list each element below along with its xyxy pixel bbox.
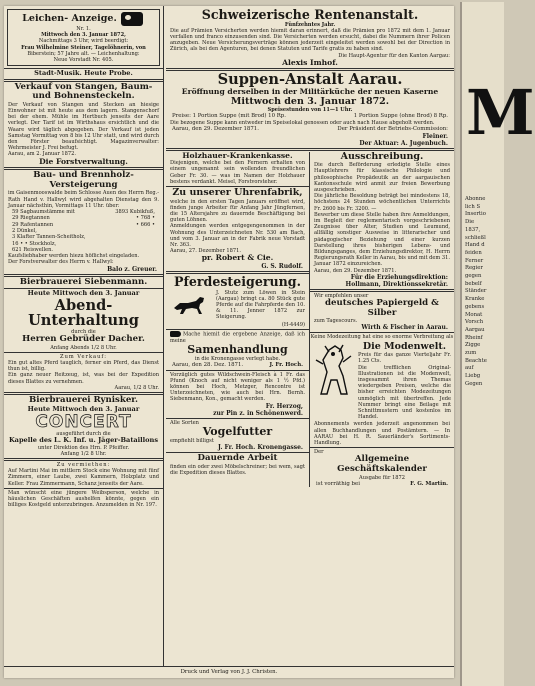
adjacent-page-edge [460, 2, 535, 686]
right-subcolumn-left [166, 152, 310, 488]
same-footer: Aarau, den 28. Dez. 1871. J. Fr. Hoch. [172, 361, 303, 368]
kal-pre: Der [314, 449, 324, 456]
left-column [4, 6, 164, 666]
mode-body2: Abonnements werden jederzeit angenommen bei allen Buchhandlungen und Postämtern. — In AARAU bei H. R. Sauerländer's Sortiments-Handlung. [314, 421, 450, 446]
mode-title: Die Modenwelt. [362, 340, 447, 352]
rentenanstalt-sub: Fünfzehntes Jahr. [284, 21, 336, 28]
holz-body: Diejenigen, welche bei den Fernern erhalten von einem ungenannt sein wollenden freundlichen Geber Fr. 30. — was im Namen der Holzhauer bestens verdankt. Meisel, Forstvorsteher. [170, 160, 305, 185]
brennholz-row: 29 Riegtannen • 768 • [12, 215, 155, 222]
concert-date: Heute Mittwoch den 3. Januar [27, 404, 140, 413]
adjacent-page-line: Vorsch [465, 319, 484, 326]
right-column [166, 6, 454, 666]
concert-band: Kapelle des L. K. Inf. u. Jäger-Bataillons [8, 436, 159, 445]
brennholz-row: 3 Klafter Tannen-Scheitholz, [12, 234, 86, 241]
adjacent-page-text [465, 196, 487, 389]
wild-sign2: zur Pin z. in Schönenwerd. [213, 409, 303, 417]
rentenanstalt-agent-name: Alexis Imhof. [282, 57, 338, 67]
concert-notice [4, 396, 163, 457]
vogel-sign: J. Fr. Hoch. Kronengasse. [217, 443, 303, 451]
funeral-number: Nr. 1. [76, 26, 91, 32]
brennholz-row: 59 Sagbaumstämme mit 3893 Kubikfuß, [12, 209, 155, 216]
stangen-body: Der Verkauf von Stangen und Stecken an hiesige Einwohner ist mit heute aus dem lagern. Stangenschorf bei der ehem. Mühle im Hertbuch jenseits der Aare verlegt. Der Tarif ist im Wirthshaus ersichtlich und die Waare wird täglich abgegeben. Der Verkauf ist jeden Samstag Vormittag von 8 bis 12 Uhr statt, und wird durch den Förster beaufsichtigt. Magazinverwalter: Wehrmeister J. Frei befugt. [8, 101, 159, 152]
aus-date: Aarau, den 29. Dezember 1871. [314, 267, 397, 274]
rent-notice [4, 462, 163, 487]
suppen-sign2: Fleiner. [422, 132, 448, 140]
abend-act: Herren Gebrüder Dacher. [22, 333, 145, 344]
mode-price: Preis für das ganze Vierteljahr Fr. 1.25 Cts. [358, 352, 451, 365]
concert-time: Anfang 1/2 8 Uhr. [60, 450, 107, 457]
stangen-notice [4, 83, 163, 167]
brennholz-body: im Gaisenmooswalde beim Schlosse Auen des Herrn Reg.-Rath Hand v. Hallwyl wird abgehalten Dienstag den 9. Januar nächsthin, Vormittags 11 Uhr. über: [8, 190, 159, 209]
stangen-sign: Die Forstverwaltung. [39, 156, 128, 166]
adjacent-page-line: feiden [465, 249, 482, 256]
adjacent-page-line: Monat [465, 311, 483, 318]
pferde-body: J. Stutz zum Löwen in Stein (Aargau) bringt ca. 80 Stück gute Pferde auf die Fahrpferde den 10. & 11. Jenner 1872 zur Steigerung. [216, 289, 305, 321]
adjacent-page-line: Zigge [465, 342, 481, 349]
footer-imprint: Druck und Verlag von J. J. Christen. [4, 666, 454, 677]
funeral-line: Mittwoch den 3. Januar 1872, [41, 32, 126, 39]
aus-title: Ausschreibung. [340, 150, 424, 162]
uhren-sign2: G. S. Rudolf. [261, 263, 303, 271]
sale-item: Ein ganz neuer Reitzeug, ist, was bei der Expedition dieses Blattes zu vernehmen. [8, 372, 159, 385]
aus-body2: Die jährliche Besoldung beträgt bei mindestens 18, höchstens 24 Stunden wöchentlichen Unterrichts Fr. 2600 bis Fr. 3200. — [314, 193, 450, 212]
aus-sign1: Für die Erziehungsdirektion: [350, 273, 448, 281]
papier-sign: Wirth & Fischer in Aarau. [361, 324, 448, 332]
abend-notice [4, 290, 163, 391]
adjacent-page-line: bebelf [465, 280, 482, 287]
adjacent-page-line: Gegen [465, 380, 483, 387]
adjacent-page-line: auf [465, 365, 474, 372]
aus-sign2: Hollmann, Direktionssekretär. [345, 280, 448, 288]
dauer-title: Dauernde Arbeit [197, 452, 278, 463]
same-title: Samenhandlung [187, 342, 288, 356]
brennholz-row: 621 Reiswellen. [12, 246, 53, 253]
papier-title: deutsches Papiergeld & Silber [325, 298, 439, 318]
rent-body: Auf Martini Mai im mittlern Stock eine Wohnung mit fünf Zimmern, einer Laube, zwei Kammern, Holzplatz und Keller. Frau Zimmermann, Schanz jenseits der Aare. [8, 468, 159, 487]
abend-date: Heute Mittwoch den 3. Januar [27, 289, 140, 298]
uhren-sign: pr. Robert & Cie. [201, 253, 274, 263]
brennholz-title: Bau- und Brennholz-Versteigerung [33, 170, 134, 190]
funeral-line: Biberstein; 57 Jahre alt. — Leichenhaltung: [27, 50, 140, 57]
pferde-title: Pferdesteigerung. [173, 274, 301, 290]
funeral-line: Neue Vorstadt Nr. 405. [53, 57, 114, 64]
newspaper-page [4, 6, 454, 678]
papier-sub: zum Tagescours. [314, 318, 358, 325]
heraldic-figure-icon [313, 342, 355, 396]
adjacent-page-line: Insertio [465, 211, 486, 218]
adjacent-page-line: Regier [465, 265, 483, 272]
aus-body: Die durch Beförderung erledigte Stelle eines Hauptlehrers für klassische Philologie und philosophische Propädeutik an der aargauischen Kantonsschule wird anmit zur freien Bewerbung ausgeschrieben. [314, 162, 450, 193]
adjacent-page-line: Die [465, 219, 475, 226]
two-column-block [166, 152, 454, 488]
mode-block [310, 341, 454, 422]
suppen-sub2: Mittwoch den 3. Januar 1872. [230, 95, 390, 107]
suppen-footer: Aarau, den 29. Dezember 1871. Der Präsident der Betriebs-Commission: [172, 126, 448, 133]
uhren-date: Aarau, 27. Dezember 1871. [170, 248, 241, 255]
pferde-ref: (H-4449) [281, 321, 305, 328]
horse-block [166, 289, 309, 322]
funeral-notice [7, 9, 160, 66]
adjacent-page-line: Hand d [465, 242, 485, 249]
abend-by: durch die [71, 328, 96, 335]
concert-title: CONCERT [35, 411, 132, 432]
kal-sub: Ausgabe für 1872 [359, 474, 405, 481]
suppen-hours: Speisestunden von 11—1 Uhr. [267, 107, 353, 114]
adjacent-page-line: Kranke [465, 296, 485, 303]
rentenanstalt-title: Schweizerische Rentenanstalt. [201, 7, 419, 22]
right-subcolumn-right [310, 152, 454, 488]
sale-item: Ein gut altes Pferd tauglich, ferner ein Pferd, das Dienst thun ist, billig. [8, 359, 159, 373]
adjacent-page-line: Ferner [465, 257, 484, 264]
adjacent-page-line: Ständer [465, 288, 487, 295]
brennholz-notice [4, 171, 163, 272]
uhren-body2: Anmeldungen werden entgegengenommen in der Wohnung des Unterzeichneten Nr. 530 am Bach, und vom 3. Januar an in der Fabrik neue Vorstadt Nr. 363. [170, 223, 305, 249]
vogel-by: empfiehlt billigst [170, 437, 214, 444]
weibsperson-notice: Man wünscht eine jüngere Weibsperson, welche in häuslichen Geschäften aushelfen könnte, gegen ein billiges Kostgeld unterzubringen. Anzumelden in Nr. 197. [8, 489, 159, 509]
holz-title: Holzhauer-Krankenkasse. [182, 150, 293, 160]
same-pre: Mache hiemit die ergebene Anzeige, daß ich meine [170, 331, 305, 344]
rentenanstalt-body: Die auf Prämien Versicherten werden hiemit daran erinnert, daß die Prämien pro 1872 mit dem 1. Januar verfallen und franco einzusenden sind. Die Versicherten werden ersucht, dabei die Nummern ihrer Policen anzugeben. Neue Versicherungsverträge können jederzeit eingeleitet werden sowohl bei der Direction in Zürich, als bei den Agenturen, bei denen Statuten und Tarife gratis zu haben sind. [170, 27, 450, 53]
rentenanstalt-notice [166, 8, 454, 67]
vogel-title: Vogelfutter [202, 424, 273, 438]
stangen-date: Aarau, am 2. Januar 1872. [8, 151, 76, 158]
adjacent-page-line: schließl [465, 234, 486, 241]
suppen-title: Suppen-Anstalt Aarau. [217, 71, 403, 89]
kal-title: Allgemeine Geschäftskalender [337, 454, 427, 474]
adjacent-page-line: Beachte [465, 357, 487, 364]
sale-nr: Aarau, 1/2 8 Uhr. [114, 384, 159, 391]
horse-icon [170, 294, 212, 316]
aus-body3: Bewerber um diese Stelle haben ihre Anmeldungen, im Begleit der reglementarisch vorgeschriebenen Zeugnisse über Alter, Studien und Leumund, allfällig sonstiger Ausweise in litterarischer und pädagogischer Beziehung und einer kurzen Darstellung ihres bisherigen Lebens- und Bildungsganges, dem Erziehungsdirektor, H. Herrn Regierungsrath Keller in Aarau, bis und mit dem 31. Januar 1872 einzureichen. [314, 211, 450, 268]
uhren-title: Zu unserer Uhrenfabrik, [172, 187, 303, 199]
same-body: in die Kronengasse verlegt habe. [194, 355, 281, 362]
adjacent-page-line: gebens [465, 303, 485, 310]
vogel-pre: Alle Sorten [170, 419, 199, 426]
abend-title: Abend-Unterhaltung [28, 296, 139, 330]
wild-sign1: Fr. Herzog, [265, 402, 303, 410]
funeral-line: Nachmittags 3 Uhr, wird beerdigt: [38, 38, 129, 45]
uhren-body: welche in den ersten Tagen Januars eröffnet wird, finden junge Arbeiter für Anfang Jahr Jüngfernen, die 15 Altersjahre zu dauernde Beschäftigung bei guten Löhnen. [170, 198, 305, 224]
brennholz-sign: Balo z. Greuer. [107, 265, 157, 273]
adjacent-page-line: Rheinf [465, 334, 483, 341]
brennholz-row: 2 Dünkel, [12, 227, 37, 234]
suppen-notice [166, 72, 454, 146]
suppen-line2: Die bezogene Suppe kann entweder im Speiselokal genossen oder auch nach Hause abgeholt werden. [170, 119, 435, 126]
brennholz-row: 29 Rafentannen • 666 • [12, 221, 155, 228]
adjacent-page-line: Aargau [465, 326, 485, 333]
suppen-sub1: Eröffnung derselben in der Militärküche der neuen Kaserne [181, 87, 439, 96]
adjacent-page-line: zum [465, 350, 477, 357]
stangen-title: Verkauf von Stangen, Baum- und Bohnensteckeln. [14, 81, 153, 102]
siebenmann-title: Bierbrauerei Siebenmann. [19, 276, 148, 287]
adjacent-page-line: gegen [465, 273, 482, 280]
brennholz-note: Kaufsliebhaber werden hiezu höflichst eingeladen. [8, 253, 140, 260]
wild-body: Vorzüglich gutes Wildschwein-Fleisch à 1 Fr. das Pfund (Knoch auf nicht weniger als 1 ½ Pfd.) können bei Hoch, Metzger, Rencontre ist Unterzeichneten, wie auch bei Hrn. Bernh. Siebenmann, Kon., gemacht werden. [170, 371, 305, 403]
suppen-sign3: Der Aktuar: A. Jugenbuch. [359, 139, 448, 147]
coffin-icon [121, 12, 143, 26]
brennholz-rows [4, 209, 163, 253]
stadt-musik-heading: Stadt-Musik. Heute Probe. [34, 69, 133, 78]
pointing-hand-icon [170, 331, 181, 337]
kal-footer: ist vorräthig bei F. G. Martin. [316, 480, 448, 487]
adjacent-page-line: Liebg [465, 373, 481, 380]
abend-time: Anfang Abends 1/2 8 Uhr. [50, 344, 117, 351]
concert-leader: unter Direktion des Hrn. P. Pfeiffer. [37, 444, 130, 451]
funeral-line: Frau Wilhelmine Steiner, Tagelöhnerin, von [21, 44, 146, 51]
mode-intro: Keine Modezeitung hat eine so enorme Verbreitung als [310, 334, 454, 341]
brennholz-note2: Der Forstverwalter des Herrn v. Hallwyl: [8, 259, 114, 266]
masthead-fragment: M [466, 76, 535, 149]
rynisker-title: Bierbrauerei Rynisker. [28, 394, 139, 405]
papier-pre: Wir empfehlen unser [314, 292, 369, 299]
funeral-title: Leichen- Anzeige. [22, 12, 117, 24]
rent-title: Zu vermiethen: [56, 461, 111, 468]
brennholz-row: 16 • • Stockholz, [12, 240, 57, 247]
suppen-prices: Preise: 1 Portion Suppe (mit Brod) 10 Rp. 1 Portion Suppe (ohne Brod) 8 Rp. [172, 113, 448, 120]
dauer-body: finden ein oder zwei Möbelschreiner; bei wem, sagt die Expedition dieses Blattes. [170, 463, 305, 476]
mode-body: Die trefflichen Original-Illustrationen ist die Modenwelt, insgesammt ihren Themas wiedergeben Preisen, welche die bisher erreichten Modezeitungen unmöglich mit übertreffen. Jede Nummer bringt eine Beilage mit Schnittmustern und kostenlos im Handel. [358, 364, 451, 421]
adjacent-page-line: 1837, [465, 226, 481, 233]
rentenanstalt-agent: Die Haupt-Agentur für den Kanton Aargau: [338, 52, 450, 59]
sale-heading: Zum Verkauf: [60, 353, 107, 360]
concert-by: ausgeführt durch die [56, 430, 111, 437]
adjacent-page-line: Abonne [465, 196, 486, 202]
adjacent-page-line: lich S [465, 203, 481, 210]
